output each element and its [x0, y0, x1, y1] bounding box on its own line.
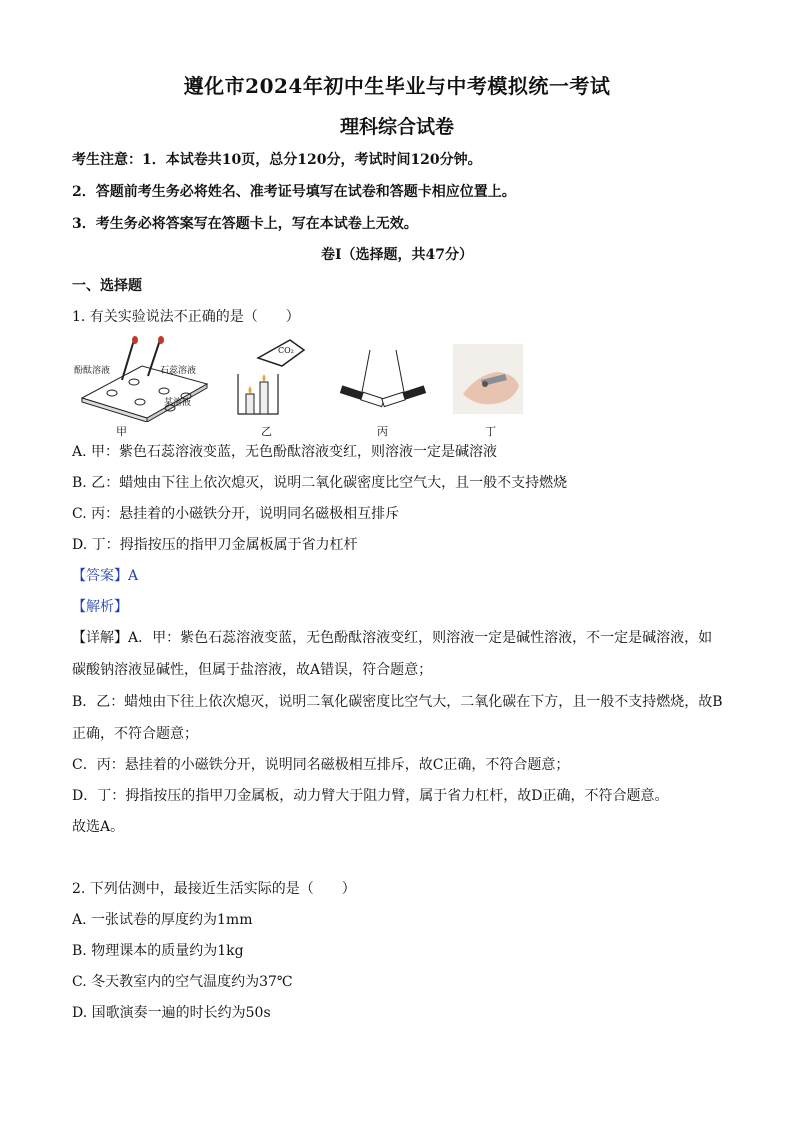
question-1-stem: 1. 有关实验说法不正确的是（ ） — [72, 309, 300, 325]
figure-label-a: 甲 — [116, 425, 127, 438]
question-1-detail-a: 【详解】A．甲：紫色石蕊溶液变蓝，无色酚酞溶液变红，则溶液一定是碱性溶液，不一定是碱溶液，如碳酸钠溶液显碱性，但属于盐溶液，故A错误，符合题意； — [72, 630, 713, 678]
question-1-detail-d: D．丁：拇指按压的指甲刀金属板，动力臂大于阻力臂，属于省力杠杆，故D正确，不符合题意。 — [72, 788, 669, 804]
question-1-answer: 【答案】A — [72, 568, 139, 584]
question-2-stem: 2. 下列估测中，最接近生活实际的是（ ） — [72, 881, 356, 897]
notice-line-1: 考生注意：1．本试卷共10页，总分120分，考试时间120分钟。 — [72, 152, 482, 168]
question-2-option-a: A. 一张试卷的厚度约为1mm — [72, 912, 253, 928]
hanging-magnets-figure — [332, 348, 432, 414]
figure-label-b: 乙 — [261, 425, 272, 438]
candle-co2-figure — [230, 336, 310, 420]
label-solution: 某溶液 — [164, 398, 192, 408]
question-1-option-a: A. 甲：紫色石蕊溶液变蓝，无色酚酞溶液变红，则溶液一定是碱溶液 — [72, 444, 498, 460]
nail-clipper-photo — [453, 344, 523, 414]
section-heading: 一、选择题 — [72, 278, 142, 294]
figure-label-d: 丁 — [485, 425, 496, 438]
question-2-option-c: C. 冬天教室内的空气温度约为37℃ — [72, 974, 293, 990]
spot-plate-figure — [72, 336, 222, 422]
question-2-option-d: D. 国歌演奏一遍的时长约为50s — [72, 1005, 271, 1021]
question-1-detail-b: B．乙：蜡烛由下往上依次熄灭，说明二氧化碳密度比空气大，二氧化碳在下方，且一般不支持燃烧，故B正确，不符合题意； — [72, 694, 723, 742]
question-1-detail-c: C．丙：悬挂着的小磁铁分开，说明同名磁极相互排斥，故C正确，不符合题意； — [72, 757, 570, 773]
question-1-option-d: D. 丁：拇指按压的指甲刀金属板属于省力杠杆 — [72, 537, 358, 553]
label-co2: CO₂ — [278, 346, 294, 355]
notice-line-3: 3．考生务必将答案写在答题卡上，写在本试卷上无效。 — [72, 216, 418, 232]
question-1-option-c: C. 丙：悬挂着的小磁铁分开，说明同名磁极相互排斥 — [72, 506, 400, 522]
question-1-option-b: B. 乙：蜡烛由下往上依次熄灭，说明二氧化碳密度比空气大，且一般不支持燃烧 — [72, 475, 568, 491]
exam-subtitle: 理科综合试卷 — [339, 116, 454, 138]
exam-title: 遵化市2024年初中生毕业与中考模拟统一考试 — [183, 74, 611, 98]
question-1-conclusion: 故选A。 — [72, 819, 125, 835]
notice-line-2: 2．答题前考生务必将姓名、准考证号填写在试卷和答题卡相应位置上。 — [72, 184, 516, 200]
question-1-analysis-heading: 【解析】 — [72, 599, 128, 615]
label-litmus: 石蕊溶液 — [160, 366, 197, 376]
label-phenolphthalein: 酚酞溶液 — [74, 366, 111, 376]
part-heading: 卷Ⅰ（选择题，共47分） — [320, 247, 474, 263]
question-2-option-b: B. 物理课本的质量约为1kg — [72, 943, 244, 959]
figure-label-c: 丙 — [377, 425, 388, 438]
